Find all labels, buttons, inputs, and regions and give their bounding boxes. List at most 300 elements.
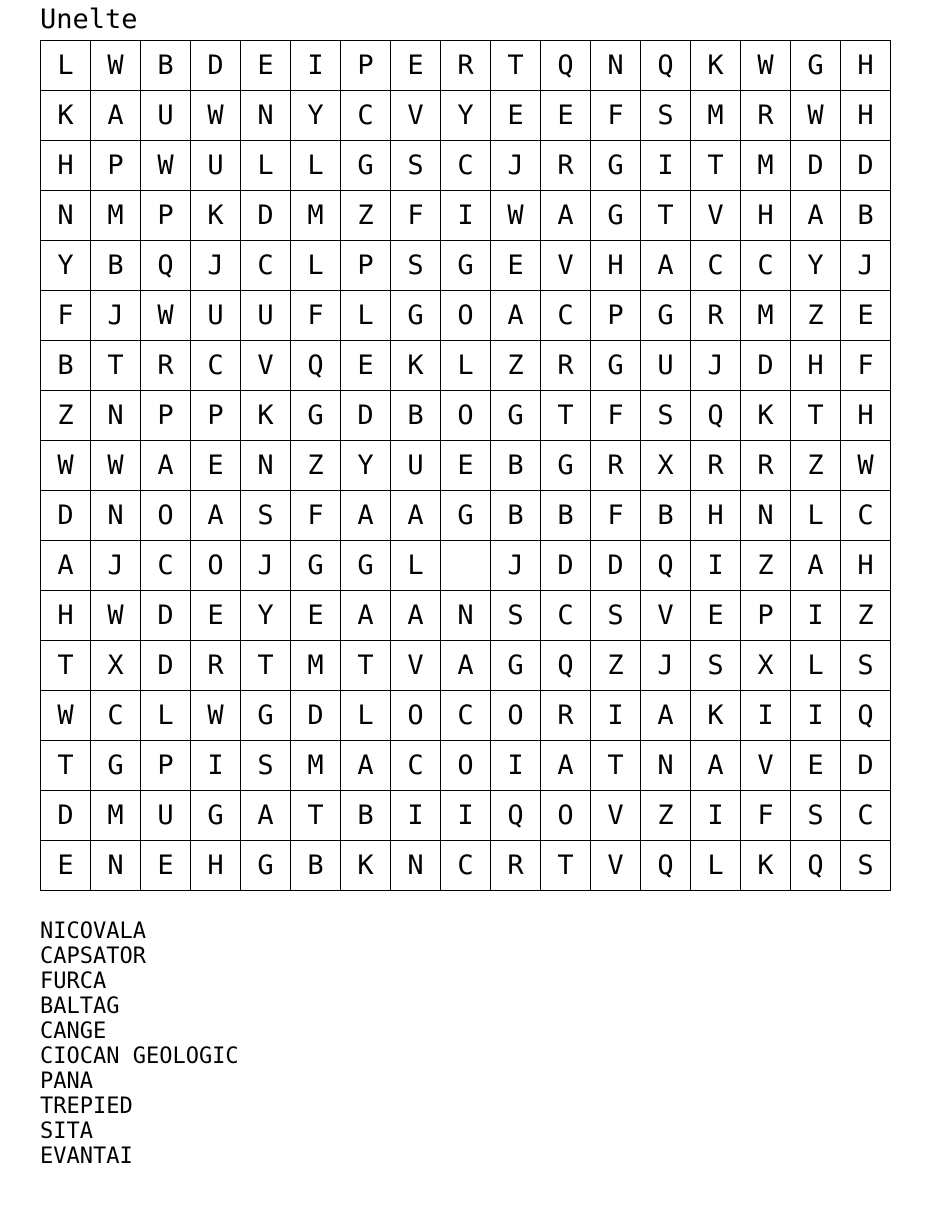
- grid-cell[interactable]: U: [241, 291, 291, 341]
- word-list-item: CAPSATOR: [40, 944, 146, 969]
- grid-cell[interactable]: U: [641, 341, 691, 391]
- grid-cell[interactable]: L: [341, 691, 391, 741]
- grid-cell[interactable]: S: [841, 641, 891, 691]
- grid-cell[interactable]: R: [741, 91, 791, 141]
- grid-cell[interactable]: P: [341, 41, 391, 91]
- grid-cell[interactable]: E: [791, 741, 841, 791]
- grid-cell[interactable]: E: [191, 591, 241, 641]
- grid-cell[interactable]: G: [91, 741, 141, 791]
- grid-cell[interactable]: V: [241, 341, 291, 391]
- grid-cell[interactable]: W: [841, 441, 891, 491]
- grid-cell[interactable]: S: [841, 841, 891, 891]
- grid-cell[interactable]: G: [791, 41, 841, 91]
- grid-cell[interactable]: G: [591, 341, 641, 391]
- grid-cell[interactable]: E: [491, 241, 541, 291]
- grid-cell[interactable]: X: [741, 641, 791, 691]
- grid-cell[interactable]: N: [91, 491, 141, 541]
- grid-cell[interactable]: A: [241, 791, 291, 841]
- grid-cell[interactable]: A: [541, 741, 591, 791]
- grid-cell[interactable]: Y: [241, 591, 291, 641]
- grid-cell[interactable]: U: [191, 141, 241, 191]
- grid-cell[interactable]: Q: [641, 41, 691, 91]
- grid-cell[interactable]: S: [391, 141, 441, 191]
- grid-cell[interactable]: C: [141, 541, 191, 591]
- grid-cell[interactable]: O: [491, 691, 541, 741]
- grid-cell[interactable]: J: [91, 291, 141, 341]
- grid-cell[interactable]: H: [841, 391, 891, 441]
- grid-cell[interactable]: D: [341, 391, 391, 441]
- grid-cell[interactable]: D: [141, 591, 191, 641]
- grid-cell[interactable]: A: [141, 441, 191, 491]
- grid-cell[interactable]: F: [291, 291, 341, 341]
- grid-cell[interactable]: W: [191, 91, 241, 141]
- grid-cell[interactable]: H: [841, 91, 891, 141]
- grid-cell[interactable]: G: [441, 491, 491, 541]
- grid-cell[interactable]: B: [491, 491, 541, 541]
- grid-cell[interactable]: D: [791, 141, 841, 191]
- grid-cell[interactable]: K: [241, 391, 291, 441]
- grid-cell[interactable]: W: [41, 441, 91, 491]
- grid-cell[interactable]: A: [791, 191, 841, 241]
- grid-cell[interactable]: E: [491, 91, 541, 141]
- grid-cell[interactable]: P: [591, 291, 641, 341]
- grid-cell[interactable]: H: [841, 541, 891, 591]
- grid-cell[interactable]: N: [241, 91, 291, 141]
- grid-cell[interactable]: V: [541, 241, 591, 291]
- grid-cell[interactable]: T: [291, 791, 341, 841]
- grid-cell[interactable]: N: [41, 191, 91, 241]
- grid-cell[interactable]: V: [391, 91, 441, 141]
- grid-cell[interactable]: S: [591, 591, 641, 641]
- grid-cell[interactable]: G: [241, 691, 291, 741]
- grid-cell[interactable]: K: [341, 841, 391, 891]
- grid-cell[interactable]: F: [591, 391, 641, 441]
- grid-cell[interactable]: C: [741, 241, 791, 291]
- grid-cell[interactable]: Y: [41, 241, 91, 291]
- grid-cell[interactable]: F: [591, 491, 641, 541]
- grid-cell[interactable]: N: [441, 591, 491, 641]
- grid-cell[interactable]: M: [691, 91, 741, 141]
- grid-cell[interactable]: A: [391, 591, 441, 641]
- grid-cell[interactable]: E: [441, 441, 491, 491]
- grid-cell[interactable]: J: [641, 641, 691, 691]
- grid-cell[interactable]: G: [341, 141, 391, 191]
- grid-cell[interactable]: I: [791, 691, 841, 741]
- grid-cell[interactable]: U: [191, 291, 241, 341]
- grid-cell[interactable]: E: [391, 41, 441, 91]
- grid-cell[interactable]: H: [691, 491, 741, 541]
- grid-cell[interactable]: C: [541, 591, 591, 641]
- grid-cell[interactable]: P: [341, 241, 391, 291]
- grid-cell[interactable]: M: [741, 291, 791, 341]
- grid-cell[interactable]: Z: [641, 791, 691, 841]
- grid-cell[interactable]: N: [241, 441, 291, 491]
- grid-cell[interactable]: L: [41, 41, 91, 91]
- grid-cell[interactable]: P: [141, 391, 191, 441]
- grid-cell[interactable]: L: [141, 691, 191, 741]
- grid-cell[interactable]: G: [591, 191, 641, 241]
- grid-cell[interactable]: T: [641, 191, 691, 241]
- grid-cell[interactable]: A: [41, 541, 91, 591]
- grid-cell[interactable]: Q: [841, 691, 891, 741]
- grid-cell[interactable]: G: [291, 541, 341, 591]
- grid-cell[interactable]: R: [691, 291, 741, 341]
- grid-cell[interactable]: G: [291, 391, 341, 441]
- grid-cell[interactable]: R: [491, 841, 541, 891]
- word-list-item: CIOCAN GEOLOGIC: [40, 1044, 239, 1069]
- grid-cell[interactable]: L: [441, 341, 491, 391]
- grid-cell[interactable]: D: [291, 691, 341, 741]
- grid-cell[interactable]: V: [591, 841, 641, 891]
- word-list-item: TREPIED: [40, 1094, 133, 1119]
- grid-cell[interactable]: N: [91, 841, 141, 891]
- grid-cell[interactable]: M: [291, 191, 341, 241]
- grid-cell[interactable]: B: [91, 241, 141, 291]
- grid-cell[interactable]: R: [441, 41, 491, 91]
- grid-cell[interactable]: A: [341, 491, 391, 541]
- grid-cell[interactable]: S: [241, 491, 291, 541]
- grid-cell[interactable]: R: [191, 641, 241, 691]
- grid-cell[interactable]: Z: [291, 441, 341, 491]
- grid-cell[interactable]: Z: [741, 541, 791, 591]
- grid-cell[interactable]: K: [391, 341, 441, 391]
- grid-cell[interactable]: R: [541, 691, 591, 741]
- grid-cell[interactable]: O: [391, 691, 441, 741]
- grid-cell[interactable]: B: [391, 391, 441, 441]
- grid-cell[interactable]: W: [91, 591, 141, 641]
- grid-cell[interactable]: N: [91, 391, 141, 441]
- grid-cell[interactable]: A: [691, 741, 741, 791]
- grid-cell[interactable]: M: [91, 791, 141, 841]
- grid-cell[interactable]: G: [541, 441, 591, 491]
- grid-cell[interactable]: Q: [641, 841, 691, 891]
- grid-cell[interactable]: T: [341, 641, 391, 691]
- grid-cell[interactable]: I: [641, 141, 691, 191]
- grid-cell[interactable]: Y: [441, 91, 491, 141]
- grid-cell[interactable]: M: [91, 191, 141, 241]
- grid-cell[interactable]: N: [641, 741, 691, 791]
- grid-cell[interactable]: G: [591, 141, 641, 191]
- grid-cell[interactable]: E: [241, 41, 291, 91]
- grid-cell[interactable]: I: [691, 541, 741, 591]
- grid-cell[interactable]: O: [541, 791, 591, 841]
- word-list-item: SITA: [40, 1119, 93, 1144]
- grid-cell[interactable]: H: [741, 191, 791, 241]
- grid-cell[interactable]: C: [691, 241, 741, 291]
- grid-cell[interactable]: L: [341, 291, 391, 341]
- grid-cell[interactable]: Q: [641, 541, 691, 591]
- grid-cell[interactable]: O: [441, 291, 491, 341]
- grid-cell[interactable]: R: [691, 441, 741, 491]
- grid-cell[interactable]: W: [141, 291, 191, 341]
- grid-cell[interactable]: W: [141, 141, 191, 191]
- grid-cell[interactable]: W: [741, 41, 791, 91]
- letter-grid: [40, 40, 891, 891]
- grid-cell[interactable]: C: [191, 341, 241, 391]
- grid-cell[interactable]: S: [391, 241, 441, 291]
- grid-cell[interactable]: D: [241, 191, 291, 241]
- grid-cell[interactable]: W: [191, 691, 241, 741]
- grid-cell[interactable]: F: [291, 491, 341, 541]
- grid-cell[interactable]: N: [741, 491, 791, 541]
- grid-cell[interactable]: V: [741, 741, 791, 791]
- grid-cell[interactable]: E: [341, 341, 391, 391]
- grid-cell[interactable]: K: [691, 41, 741, 91]
- grid-cell[interactable]: O: [141, 491, 191, 541]
- grid-cell[interactable]: G: [191, 791, 241, 841]
- grid-cell[interactable]: H: [191, 841, 241, 891]
- grid-cell[interactable]: Y: [291, 91, 341, 141]
- grid-cell[interactable]: A: [641, 241, 691, 291]
- grid-cell[interactable]: V: [391, 641, 441, 691]
- grid-cell[interactable]: D: [141, 641, 191, 691]
- grid-cell[interactable]: P: [741, 591, 791, 641]
- word-list-item: PANA: [40, 1069, 93, 1094]
- grid-cell[interactable]: L: [791, 641, 841, 691]
- grid-cell[interactable]: X: [91, 641, 141, 691]
- grid-cell[interactable]: B: [41, 341, 91, 391]
- grid-cell[interactable]: C: [91, 691, 141, 741]
- word-list-item: BALTAG: [40, 994, 120, 1019]
- grid-cell[interactable]: D: [741, 341, 791, 391]
- grid-cell[interactable]: T: [491, 41, 541, 91]
- grid-cell[interactable]: L: [291, 241, 341, 291]
- grid-cell[interactable]: G: [491, 391, 541, 441]
- grid-cell[interactable]: Q: [291, 341, 341, 391]
- grid-cell[interactable]: F: [391, 191, 441, 241]
- grid-cell[interactable]: A: [541, 191, 591, 241]
- grid-cell[interactable]: X: [641, 441, 691, 491]
- grid-cell[interactable]: D: [591, 541, 641, 591]
- grid-cell[interactable]: F: [741, 791, 791, 841]
- grid-cell[interactable]: A: [641, 691, 691, 741]
- grid-cell[interactable]: A: [491, 291, 541, 341]
- grid-cell[interactable]: S: [791, 791, 841, 841]
- grid-cell[interactable]: I: [691, 791, 741, 841]
- grid-cell[interactable]: Q: [541, 41, 591, 91]
- grid-cell[interactable]: B: [141, 41, 191, 91]
- grid-cell[interactable]: N: [591, 41, 641, 91]
- grid-cell[interactable]: D: [41, 791, 91, 841]
- grid-cell[interactable]: A: [791, 541, 841, 591]
- grid-cell[interactable]: T: [591, 741, 641, 791]
- grid-cell[interactable]: P: [91, 141, 141, 191]
- grid-cell[interactable]: A: [91, 91, 141, 141]
- grid-cell[interactable]: E: [41, 841, 91, 891]
- grid-cell[interactable]: I: [491, 741, 541, 791]
- grid-cell[interactable]: B: [291, 841, 341, 891]
- grid-cell[interactable]: O: [441, 741, 491, 791]
- grid-cell[interactable]: G: [441, 241, 491, 291]
- grid-cell[interactable]: Z: [841, 591, 891, 641]
- grid-cell[interactable]: L: [291, 141, 341, 191]
- grid-cell[interactable]: Z: [791, 441, 841, 491]
- grid-cell[interactable]: A: [441, 641, 491, 691]
- grid-cell[interactable]: W: [91, 441, 141, 491]
- grid-cell[interactable]: V: [641, 591, 691, 641]
- grid-cell[interactable]: E: [291, 591, 341, 641]
- word-list: [40, 919, 239, 1169]
- grid-cell[interactable]: H: [791, 341, 841, 391]
- grid-cell[interactable]: Q: [541, 641, 591, 691]
- grid-cell[interactable]: Z: [341, 191, 391, 241]
- grid-cell[interactable]: F: [41, 291, 91, 341]
- grid-cell[interactable]: A: [341, 591, 391, 641]
- word-list-item: CANGE: [40, 1019, 107, 1044]
- grid-cell[interactable]: B: [541, 491, 591, 541]
- grid-cell[interactable]: K: [691, 691, 741, 741]
- grid-cell[interactable]: E: [191, 441, 241, 491]
- grid-cell[interactable]: S: [241, 741, 291, 791]
- grid-cell[interactable]: R: [541, 141, 591, 191]
- grid-cell[interactable]: E: [541, 91, 591, 141]
- grid-cell[interactable]: Z: [41, 391, 91, 441]
- grid-cell[interactable]: V: [691, 191, 741, 241]
- grid-cell[interactable]: [441, 541, 491, 591]
- grid-cell[interactable]: N: [391, 841, 441, 891]
- grid-cell[interactable]: G: [641, 291, 691, 341]
- grid-cell[interactable]: O: [191, 541, 241, 591]
- puzzle-title: Unelte: [40, 4, 138, 35]
- grid-cell[interactable]: I: [791, 591, 841, 641]
- grid-cell[interactable]: O: [441, 391, 491, 441]
- grid-cell[interactable]: R: [141, 341, 191, 391]
- grid-cell[interactable]: W: [91, 41, 141, 91]
- grid-cell[interactable]: S: [641, 91, 691, 141]
- grid-cell[interactable]: T: [691, 141, 741, 191]
- grid-cell[interactable]: P: [191, 391, 241, 441]
- grid-cell[interactable]: I: [441, 791, 491, 841]
- grid-cell[interactable]: H: [41, 591, 91, 641]
- grid-cell[interactable]: L: [791, 491, 841, 541]
- grid-cell[interactable]: S: [641, 391, 691, 441]
- grid-cell[interactable]: K: [41, 91, 91, 141]
- grid-cell[interactable]: T: [41, 741, 91, 791]
- grid-cell[interactable]: C: [391, 741, 441, 791]
- grid-cell[interactable]: K: [741, 391, 791, 441]
- grid-cell[interactable]: E: [691, 591, 741, 641]
- grid-cell[interactable]: L: [691, 841, 741, 891]
- grid-cell[interactable]: A: [341, 741, 391, 791]
- grid-cell[interactable]: D: [841, 141, 891, 191]
- grid-cell[interactable]: J: [491, 541, 541, 591]
- grid-cell[interactable]: M: [741, 141, 791, 191]
- grid-cell[interactable]: Q: [141, 241, 191, 291]
- grid-cell[interactable]: D: [541, 541, 591, 591]
- grid-cell[interactable]: C: [841, 791, 891, 841]
- grid-cell[interactable]: F: [841, 341, 891, 391]
- grid-cell[interactable]: Q: [491, 791, 541, 841]
- grid-cell[interactable]: M: [291, 741, 341, 791]
- grid-cell[interactable]: Y: [791, 241, 841, 291]
- word-list-item: NICOVALA: [40, 919, 146, 944]
- grid-cell[interactable]: M: [291, 641, 341, 691]
- grid-cell[interactable]: U: [141, 91, 191, 141]
- grid-cell[interactable]: J: [191, 241, 241, 291]
- grid-cell[interactable]: S: [491, 591, 541, 641]
- grid-cell[interactable]: L: [241, 141, 291, 191]
- grid-cell[interactable]: B: [491, 441, 541, 491]
- grid-cell[interactable]: E: [841, 291, 891, 341]
- grid-cell[interactable]: C: [241, 241, 291, 291]
- grid-cell[interactable]: Z: [791, 291, 841, 341]
- grid-cell[interactable]: I: [291, 41, 341, 91]
- grid-cell[interactable]: T: [241, 641, 291, 691]
- grid-cell[interactable]: C: [441, 141, 491, 191]
- grid-cell[interactable]: K: [191, 191, 241, 241]
- grid-cell[interactable]: J: [491, 141, 541, 191]
- grid-cell[interactable]: L: [391, 541, 441, 591]
- grid-cell[interactable]: F: [591, 91, 641, 141]
- grid-cell[interactable]: T: [541, 391, 591, 441]
- grid-cell[interactable]: R: [541, 341, 591, 391]
- grid-cell[interactable]: T: [41, 641, 91, 691]
- grid-cell[interactable]: H: [841, 41, 891, 91]
- grid-cell[interactable]: T: [791, 391, 841, 441]
- grid-cell[interactable]: A: [191, 491, 241, 541]
- grid-cell[interactable]: I: [191, 741, 241, 791]
- grid-cell[interactable]: U: [391, 441, 441, 491]
- grid-cell[interactable]: C: [841, 491, 891, 541]
- grid-cell[interactable]: C: [341, 91, 391, 141]
- grid-cell[interactable]: E: [141, 841, 191, 891]
- grid-cell[interactable]: D: [41, 491, 91, 541]
- grid-cell[interactable]: P: [141, 741, 191, 791]
- grid-cell[interactable]: C: [441, 841, 491, 891]
- grid-cell[interactable]: G: [391, 291, 441, 341]
- grid-cell[interactable]: G: [341, 541, 391, 591]
- grid-cell[interactable]: D: [191, 41, 241, 91]
- grid-cell[interactable]: U: [141, 791, 191, 841]
- grid-cell[interactable]: I: [441, 191, 491, 241]
- grid-cell[interactable]: D: [841, 741, 891, 791]
- grid-cell[interactable]: Z: [591, 641, 641, 691]
- grid-cell[interactable]: T: [91, 341, 141, 391]
- grid-cell[interactable]: Y: [341, 441, 391, 491]
- grid-cell[interactable]: S: [691, 641, 741, 691]
- grid-cell[interactable]: W: [791, 91, 841, 141]
- grid-cell[interactable]: G: [491, 641, 541, 691]
- grid-cell[interactable]: C: [441, 691, 491, 741]
- grid-cell[interactable]: B: [841, 191, 891, 241]
- grid-cell[interactable]: R: [741, 441, 791, 491]
- grid-cell[interactable]: B: [341, 791, 391, 841]
- grid-cell[interactable]: V: [591, 791, 641, 841]
- grid-cell[interactable]: J: [691, 341, 741, 391]
- grid-cell[interactable]: Z: [491, 341, 541, 391]
- grid-cell[interactable]: K: [741, 841, 791, 891]
- grid-cell[interactable]: I: [591, 691, 641, 741]
- grid-cell[interactable]: I: [741, 691, 791, 741]
- grid-cell[interactable]: G: [241, 841, 291, 891]
- grid-cell[interactable]: C: [541, 291, 591, 341]
- grid-cell[interactable]: Q: [791, 841, 841, 891]
- grid-cell[interactable]: R: [591, 441, 641, 491]
- grid-cell[interactable]: T: [541, 841, 591, 891]
- grid-cell[interactable]: J: [241, 541, 291, 591]
- grid-cell[interactable]: Q: [691, 391, 741, 441]
- grid-cell[interactable]: W: [491, 191, 541, 241]
- grid-cell[interactable]: P: [141, 191, 191, 241]
- grid-cell[interactable]: H: [41, 141, 91, 191]
- grid-cell[interactable]: W: [41, 691, 91, 741]
- grid-cell[interactable]: H: [591, 241, 641, 291]
- grid-cell[interactable]: J: [841, 241, 891, 291]
- grid-cell[interactable]: B: [641, 491, 691, 541]
- grid-cell[interactable]: A: [391, 491, 441, 541]
- grid-cell[interactable]: I: [391, 791, 441, 841]
- grid-cell[interactable]: J: [91, 541, 141, 591]
